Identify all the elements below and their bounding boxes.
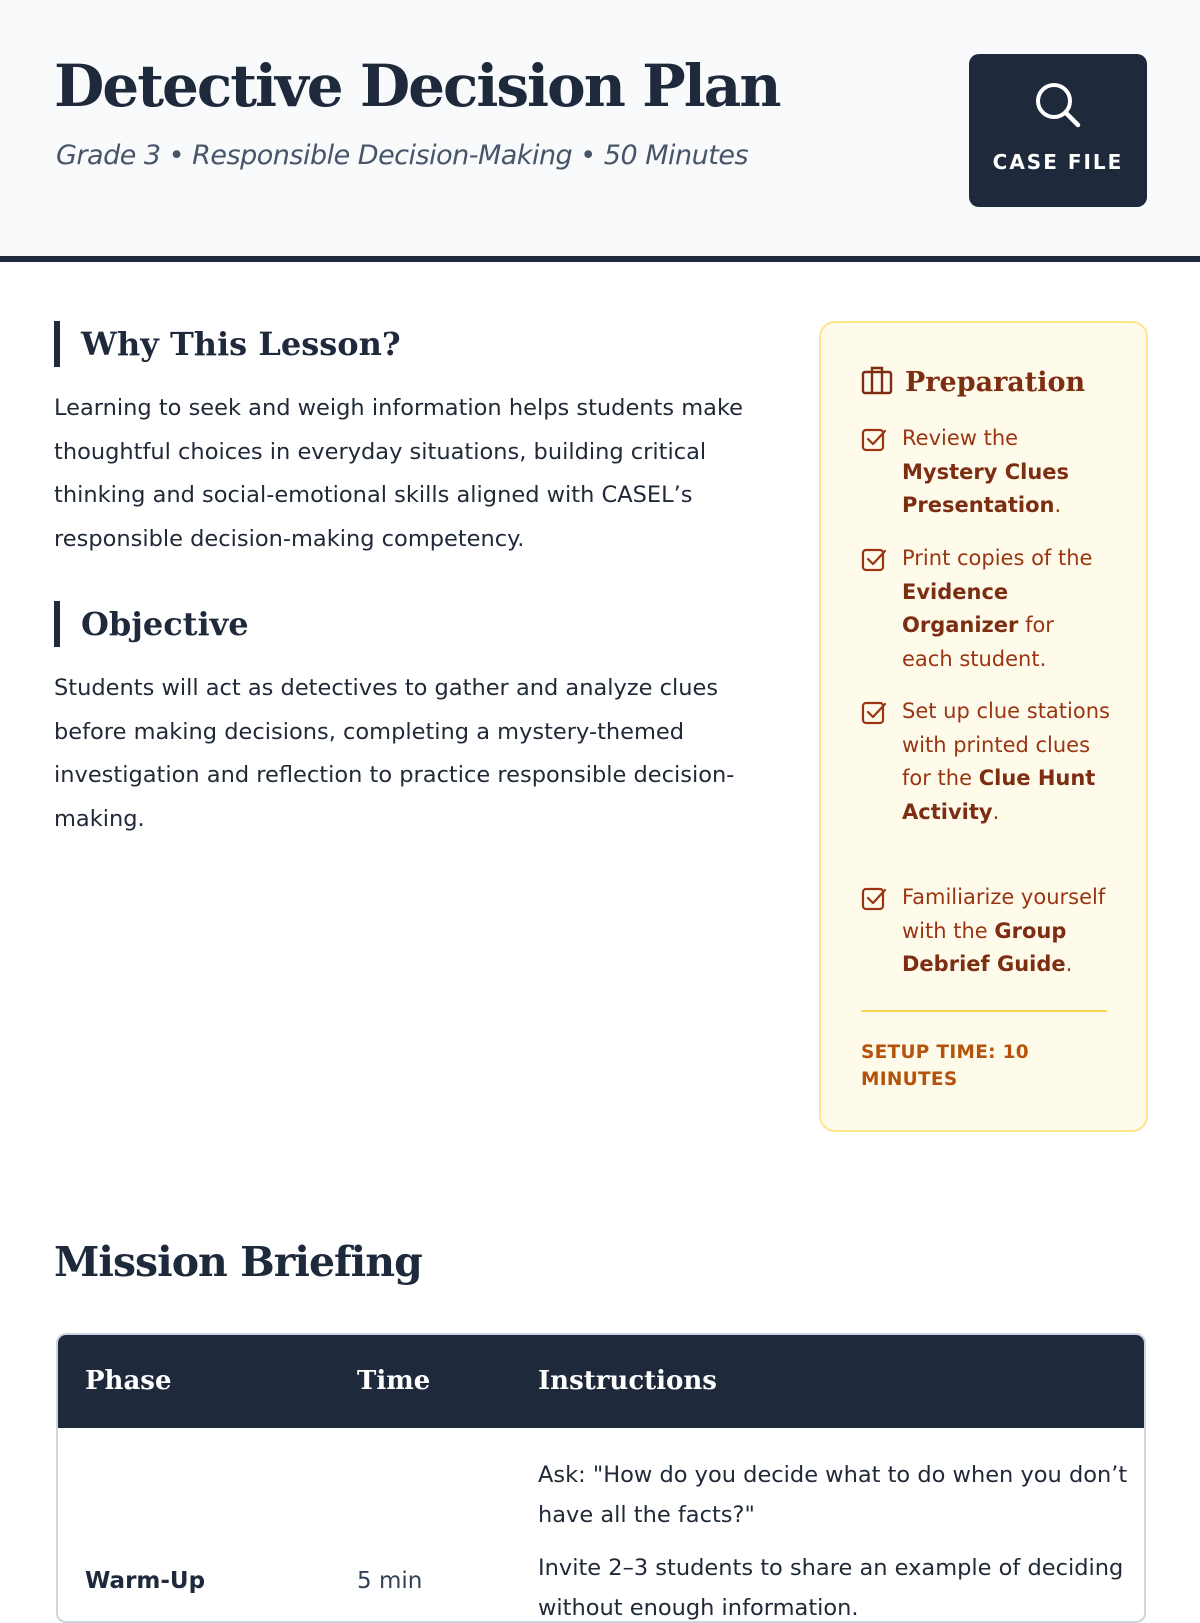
- table-header: [58, 1335, 1144, 1428]
- why-heading: Why This Lesson?: [54, 321, 401, 367]
- preparation-heading: [861, 365, 1085, 398]
- divider: [861, 1010, 1107, 1012]
- mission-table: [56, 1333, 1146, 1623]
- mission-briefing-title: Mission Briefing: [54, 1238, 422, 1286]
- checkbox-icon: [861, 886, 887, 912]
- why-text: Learning to seek and weigh information helps students make thoughtful choices in everyday situations, building critical thinking and social-emotional skills aligned with CASEL’s responsible decision-making competency.: [54, 395, 744, 552]
- checkbox-icon: [861, 547, 887, 573]
- time-cell: 5 min: [357, 1568, 423, 1594]
- preparation-title: Preparation: [905, 367, 1086, 398]
- page-subtitle: Grade 3 • Responsible Decision-Making • 50 Minutes: [56, 140, 749, 171]
- setup-time: SETUP TIME: 10 MINUTES: [861, 1042, 1029, 1090]
- objective-text: Students will act as detectives to gather and analyze clues before making decisions, completing a mystery-themed investigation and reflection to practice responsible decision-making.: [54, 675, 735, 832]
- objective-heading: Objective: [54, 601, 249, 647]
- instruction-line: Invite 2–3 students to share an example of deciding without enough information.: [538, 1555, 1124, 1621]
- column-header-time: Time: [357, 1366, 431, 1396]
- page-header: [0, 0, 1200, 262]
- briefcase-icon: [861, 365, 893, 395]
- resource-name: Mystery Clues Presentation: [902, 459, 1070, 517]
- prep-item: Review the Mystery Clues Presentation.: [861, 422, 1111, 523]
- prep-item: Set up clue stations with printed clues for the Clue Hunt Activity.: [861, 695, 1111, 829]
- preparation-card: [819, 321, 1148, 1132]
- search-icon: [1033, 80, 1083, 130]
- instruction-line: Ask: "How do you decide what to do when you don’t have all the facts?": [538, 1462, 1128, 1528]
- column-header-phase: Phase: [85, 1366, 172, 1396]
- resource-name: Group Debrief Guide: [902, 918, 1067, 976]
- prep-item: Familiarize yourself with the Group Debrief Guide.: [861, 881, 1111, 982]
- page-title: Detective Decision Plan: [54, 52, 780, 120]
- case-file-label: CASE FILE: [992, 150, 1124, 174]
- checkbox-icon: [861, 700, 887, 726]
- checkbox-icon: [861, 427, 887, 453]
- resource-name: Evidence Organizer: [902, 579, 1019, 637]
- case-file-badge: [969, 54, 1147, 207]
- column-header-instructions: Instructions: [538, 1366, 717, 1396]
- phase-cell: Warm-Up: [85, 1568, 206, 1594]
- resource-name: Clue Hunt Activity: [902, 766, 1096, 824]
- prep-item: Print copies of the Evidence Organizer for each student.: [861, 542, 1111, 676]
